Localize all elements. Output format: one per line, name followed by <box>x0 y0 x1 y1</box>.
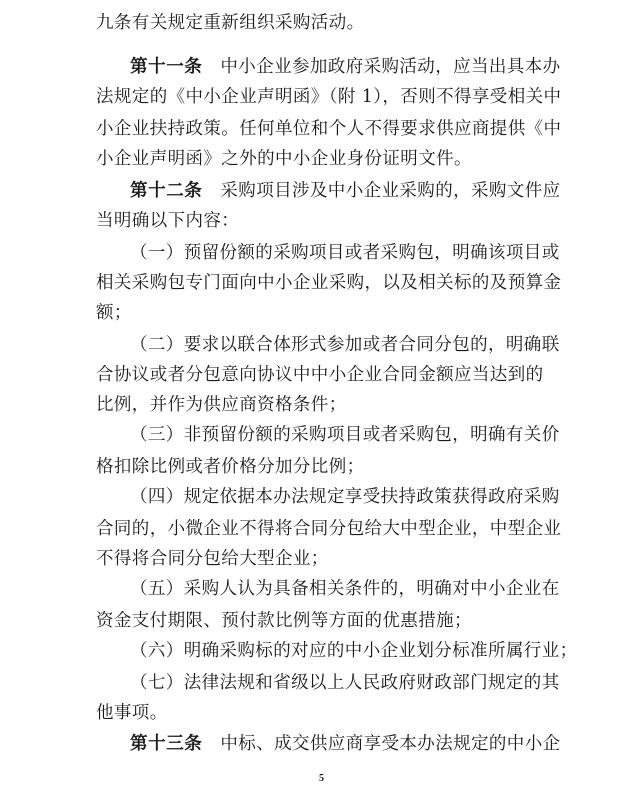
paragraph-line <box>96 116 562 142</box>
line-text: 格扣除比例或者价格分加分比例； <box>96 457 365 477</box>
paragraph-line <box>96 454 556 480</box>
line-text: 不得将合同分包给大型企业； <box>96 549 329 569</box>
line-text: 额； <box>96 303 132 323</box>
article-11-line <box>130 54 561 80</box>
line-text: 合同的，小微企业不得将合同分包给大中型企业，中型企业 <box>96 519 562 539</box>
line-text: （六）明确采购标的对应的中小企业划分标准所属行业； <box>130 641 578 661</box>
list-item-line <box>130 332 560 358</box>
page-number: 5 <box>319 773 324 784</box>
line-text: 比例，并作为供应商资格条件； <box>96 395 347 415</box>
line-text: 小企业扶持政策。任何单位和个人不得要求供应商提供《中 <box>96 119 562 139</box>
line-text: （七）法律法规和省级以上人民政府财政部门规定的其 <box>130 673 560 693</box>
line-text: 当明确以下内容： <box>96 211 240 231</box>
line-text: （一）预留份额的采购项目或者采购包，明确该项目或 <box>130 243 560 263</box>
list-item-line <box>130 422 560 448</box>
list-item-line <box>130 638 578 664</box>
line-text: 采购项目涉及中小企业采购的，采购文件应 <box>220 181 561 201</box>
line-text: 资金支付期限、预付款比例等方面的优惠措施； <box>96 611 472 631</box>
paragraph-line <box>96 270 562 296</box>
paragraph-line <box>96 546 556 572</box>
line-text: 他事项。 <box>96 703 168 723</box>
article-heading: 第十三条 <box>130 734 203 754</box>
line-text: 相关采购包专门面向中小企业采购，以及相关标的及预算金 <box>96 273 562 293</box>
paragraph-line <box>96 300 556 326</box>
line-text: 小企业声明函》之外的中小企业身份证明文件。 <box>96 149 472 169</box>
line-text: 合协议或者分包意向协议中中小企业合同金额应当达到的 <box>96 365 544 385</box>
article-12-line <box>130 178 561 204</box>
list-item-line <box>130 240 560 266</box>
line-text: 法规定的《中小企业声明函》（附 1），否则不得享受相关中 <box>96 87 562 107</box>
line-text: 九条有关规定重新组织采购活动。 <box>96 13 365 33</box>
paragraph-line <box>96 516 562 542</box>
paragraph-line <box>96 608 556 634</box>
article-heading: 第十一条 <box>130 57 203 77</box>
line-text: （五）采购人认为具备相关条件的，明确对中小企业在 <box>130 579 560 599</box>
line-text: 中标、成交供应商享受本办法规定的中小企 <box>220 734 561 754</box>
line-text: （四）规定依据本办法规定享受扶持政策获得政府采购 <box>130 487 560 507</box>
list-item-line <box>130 484 560 510</box>
line-text: （二）要求以联合体形式参加或者合同分包的，明确联 <box>130 335 560 355</box>
paragraph-line <box>96 146 556 172</box>
paragraph-line <box>96 700 556 726</box>
list-item-line <box>130 576 560 602</box>
paragraph-line <box>96 208 556 234</box>
line-text: （三）非预留份额的采购项目或者采购包，明确有关价 <box>130 425 560 445</box>
paragraph-line <box>96 10 556 36</box>
article-13-line <box>130 731 561 757</box>
paragraph-line <box>96 84 562 110</box>
line-text: 中小企业参加政府采购活动，应当出具本办 <box>220 57 561 77</box>
paragraph-line <box>96 362 556 388</box>
article-heading: 第十二条 <box>130 181 203 201</box>
list-item-line <box>130 670 560 696</box>
paragraph-line <box>96 392 556 418</box>
